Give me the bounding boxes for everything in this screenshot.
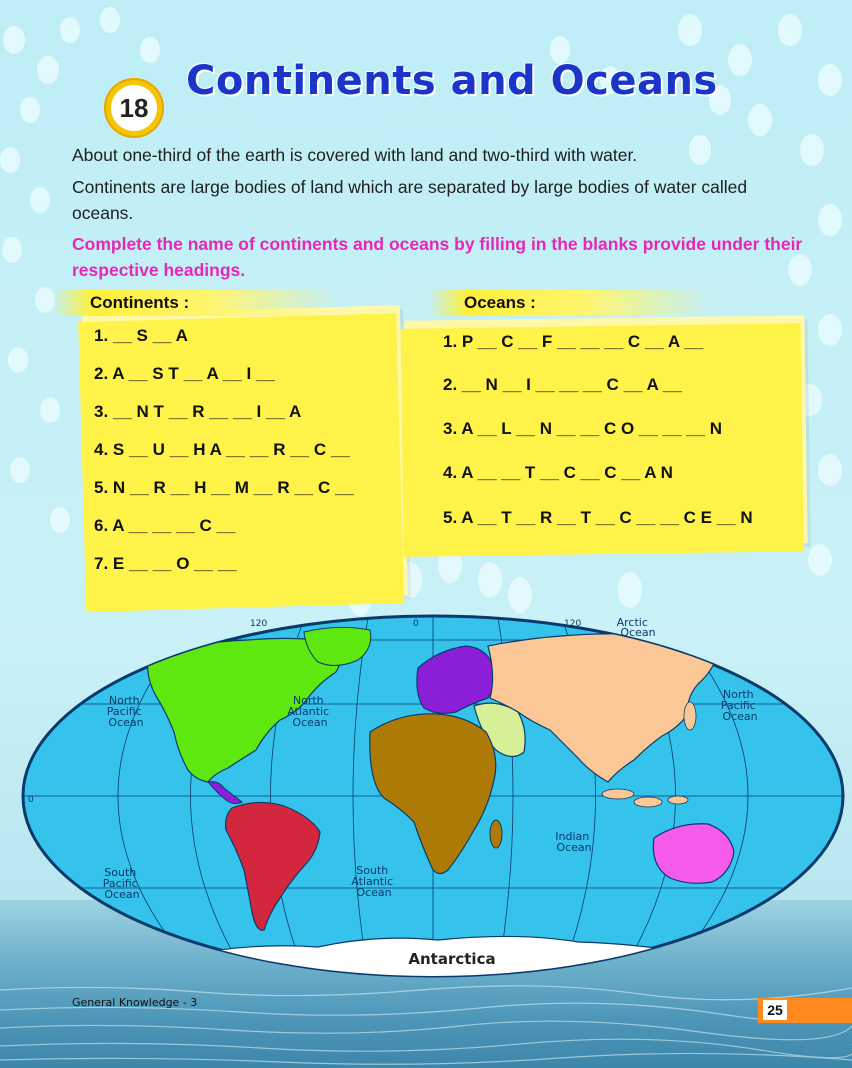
arctic-ocean-label: Arctic Ocean bbox=[616, 616, 656, 639]
north-pacific-left-label: North Pacific Ocean bbox=[106, 694, 144, 729]
ocean-item[interactable]: 5. A __ T __ R __ T __ C __ __ C E __ N bbox=[443, 508, 753, 527]
page-number: 25 bbox=[763, 1000, 787, 1020]
continent-item[interactable]: 5. N __ R __ H __ M __ R __ C __ bbox=[94, 478, 354, 497]
lesson-number-badge bbox=[104, 78, 164, 138]
instruction-text: Complete the name of continents and oceans by filling in the blanks provide under their respective headings. bbox=[72, 234, 803, 280]
equator-label: 0 bbox=[28, 795, 34, 805]
book-title: General Knowledge - 3 bbox=[72, 996, 198, 1009]
continent-item[interactable]: 1. __ S __ A bbox=[94, 326, 188, 345]
ocean-item[interactable]: 2. __ N __ I __ __ __ C __ A __ bbox=[443, 375, 682, 394]
north-atlantic-label: North Atlantic Ocean bbox=[287, 694, 330, 729]
page-number-bar bbox=[758, 998, 852, 1023]
meridian-label-center: 0 bbox=[413, 619, 419, 629]
ocean-item[interactable]: 1. P __ C __ F __ __ __ C __ A __ bbox=[443, 332, 704, 351]
continent-item[interactable]: 4. S __ U __ H A __ __ R __ C __ bbox=[94, 440, 350, 459]
intro-paragraph-2: Continents are large bodies of land which are separated by large bodies of water called oceans. bbox=[72, 177, 748, 223]
lesson-number: 18 bbox=[111, 85, 157, 131]
australia-shape bbox=[653, 824, 734, 884]
oceans-heading: Oceans : bbox=[428, 290, 712, 316]
continent-item[interactable]: 6. A __ __ __ C __ bbox=[94, 516, 236, 535]
indian-ocean-label: Indian Ocean bbox=[555, 830, 592, 854]
continents-heading: Continents : bbox=[52, 290, 338, 316]
continent-item[interactable]: 2. A __ S T __ A __ I __ bbox=[94, 364, 275, 383]
ocean-item[interactable]: 3. A __ L __ N __ __ C O __ __ __ N bbox=[443, 419, 723, 438]
meridian-label-right: 120 bbox=[564, 619, 582, 629]
south-atlantic-label: South Atlantic Ocean bbox=[351, 864, 394, 899]
intro-paragraph-1: About one-third of the earth is covered with land and two-third with water. bbox=[72, 145, 638, 165]
antarctica-label: Antarctica bbox=[408, 950, 496, 968]
continent-item[interactable]: 3. __ N T __ R __ __ I __ A bbox=[94, 402, 302, 421]
ocean-item[interactable]: 4. A __ __ T __ C __ C __ A N bbox=[443, 463, 673, 482]
continent-item[interactable]: 7. E __ __ O __ __ bbox=[94, 554, 237, 573]
page-title: Continents and Oceans bbox=[186, 58, 718, 104]
madagascar-shape bbox=[490, 820, 502, 848]
north-pacific-right-label: North Pacific Ocean bbox=[720, 688, 758, 723]
meridian-label-left: 120 bbox=[250, 619, 268, 629]
world-map bbox=[18, 612, 848, 980]
south-pacific-label: South Pacific Ocean bbox=[102, 866, 140, 901]
